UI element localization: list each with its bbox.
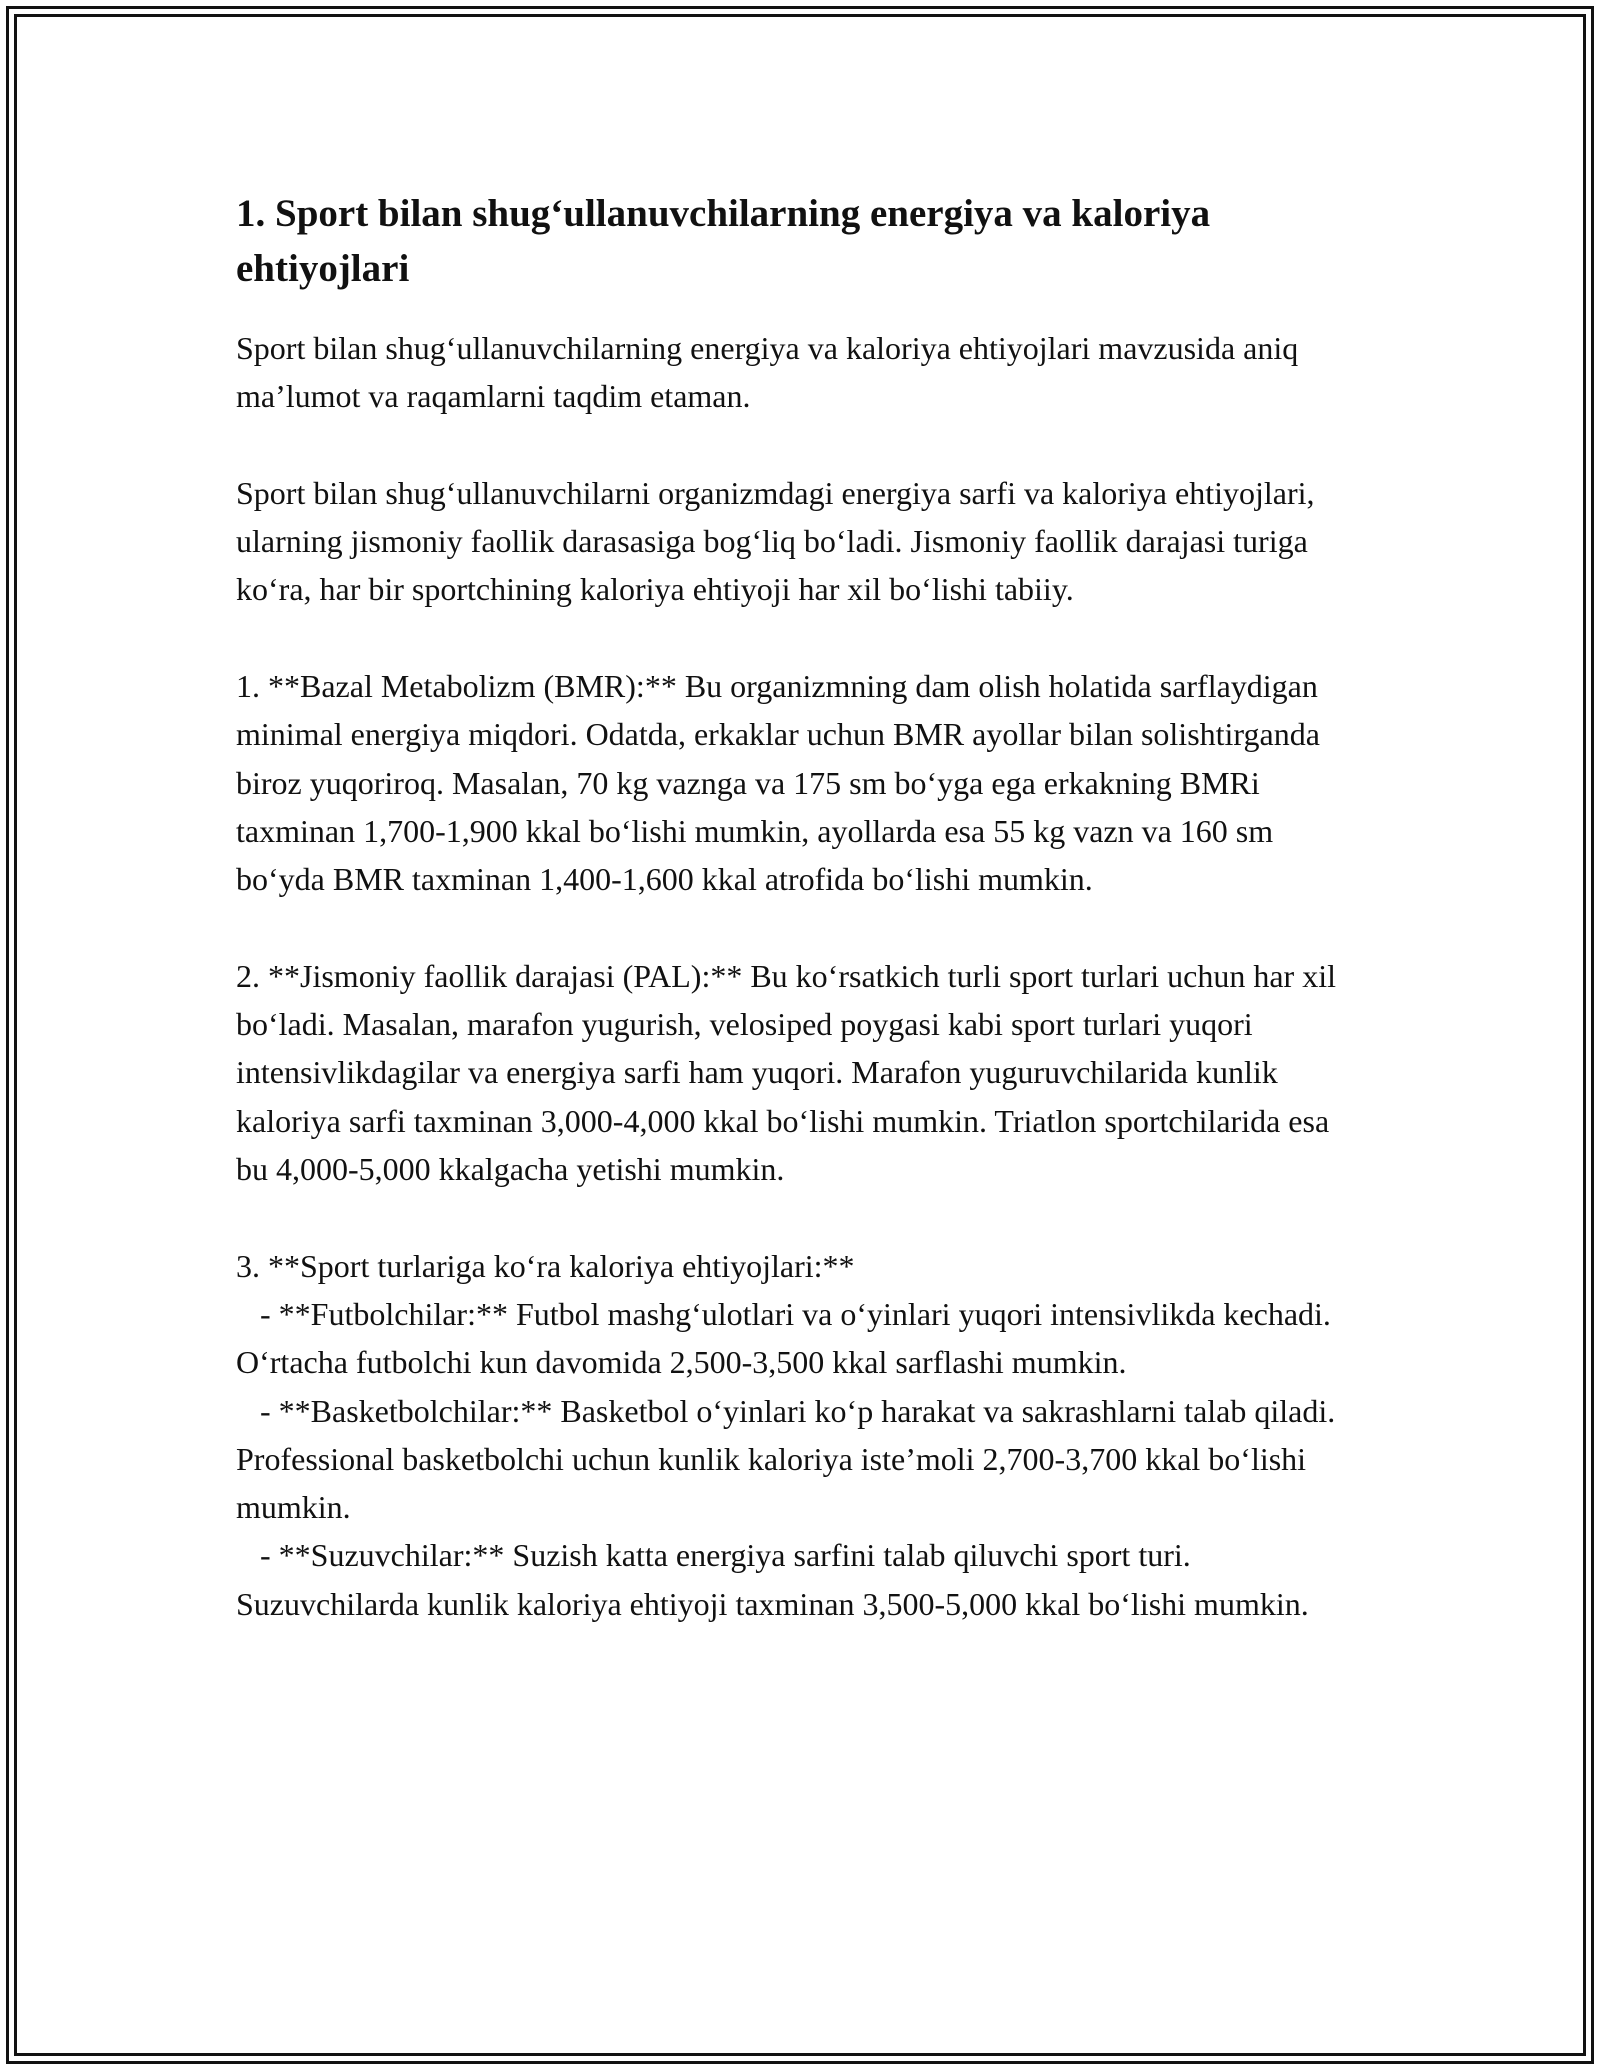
bmr-paragraph: 1. **Bazal Metabolizm (BMR):** Bu organizmning dam olish holatida sarflaydigan minimal energiya miqdori. Odatda, erkaklar uchun BMR ayollar bilan solishtirganda biroz yuqoriroq. Masalan, 70 kg vaznga va 175 sm boʻyga ega erkakning BMRi taxminan 1,700-1,900 kkal boʻlishi mumkin, ayollarda esa 55 kg vazn va 160 sm boʻyda BMR taxminan 1,400-1,600 kkal atrofida boʻlishi mumkin.	[236, 668, 1328, 898]
list-item-basketbolchilar: - **Basketbolchilar:** Basketbol oʻyinlari koʻp harakat va sakrashlarni talab qiladi. Professional basketbolchi uchun kunlik kaloriya isteʼmoli 2,700-3,700 kkal boʻlishi mumkin.	[236, 1392, 1344, 1526]
spacer	[236, 614, 1366, 662]
document-title: 1. Sport bilan shugʻullanuvchilarning energiya va kaloriya ehtiyojlari	[236, 192, 1211, 290]
spacer	[236, 296, 1366, 324]
context-paragraph: Sport bilan shugʻullanuvchilarni organizmdagi energiya sarfi va kaloriya ehtiyojlari, ularning jismoniy faollik darasasiga bogʻliq boʻladi. Jismoniy faollik darajasi turiga koʻra, har bir sportchining kaloriya ehtiyoji har xil boʻlishi tabiiy.	[236, 474, 1323, 608]
document-body	[236, 186, 1366, 1628]
spacer	[236, 904, 1366, 952]
spacer	[236, 421, 1366, 469]
spacer	[236, 1193, 1366, 1241]
sport-types-heading: 3. **Sport turlariga koʻra kaloriya ehtiyojlari:**	[236, 1247, 855, 1284]
intro-paragraph: Sport bilan shugʻullanuvchilarning energiya va kaloriya ehtiyojlari mavzusida aniq maʼlumot va raqamlarni taqdim etaman.	[236, 330, 1307, 415]
list-item-suzuvchilar: - **Suzuvchilar:** Suzish katta energiya sarfini talab qiluvchi sport turi. Suzuvchilarda kunlik kaloriya ehtiyoji taxminan 3,500-5,000 kkal boʻlishi mumkin.	[236, 1537, 1309, 1622]
list-item-futbolchilar: - **Futbolchilar:** Futbol mashgʻulotlari va oʻyinlari yuqori intensivlikda kechadi. Oʻrtacha futbolchi kun davomida 2,500-3,500 kkal sarflashi mumkin.	[236, 1295, 1339, 1381]
pal-paragraph: 2. **Jismoniy faollik darajasi (PAL):** Bu koʻrsatkich turli sport turlari uchun har xil boʻladi. Masalan, marafon yugurish, velosiped poygasi kabi sport turlari yuqori intensivlikdagilar va energiya sarfi ham yuqori. Marafon yuguruvchilarida kunlik kaloriya sarfi taxminan 3,000-4,000 kkal boʻlishi mumkin. Triatlon sportchilarida esa bu 4,000-5,000 kkalgacha yetishi mumkin.	[236, 957, 1344, 1188]
